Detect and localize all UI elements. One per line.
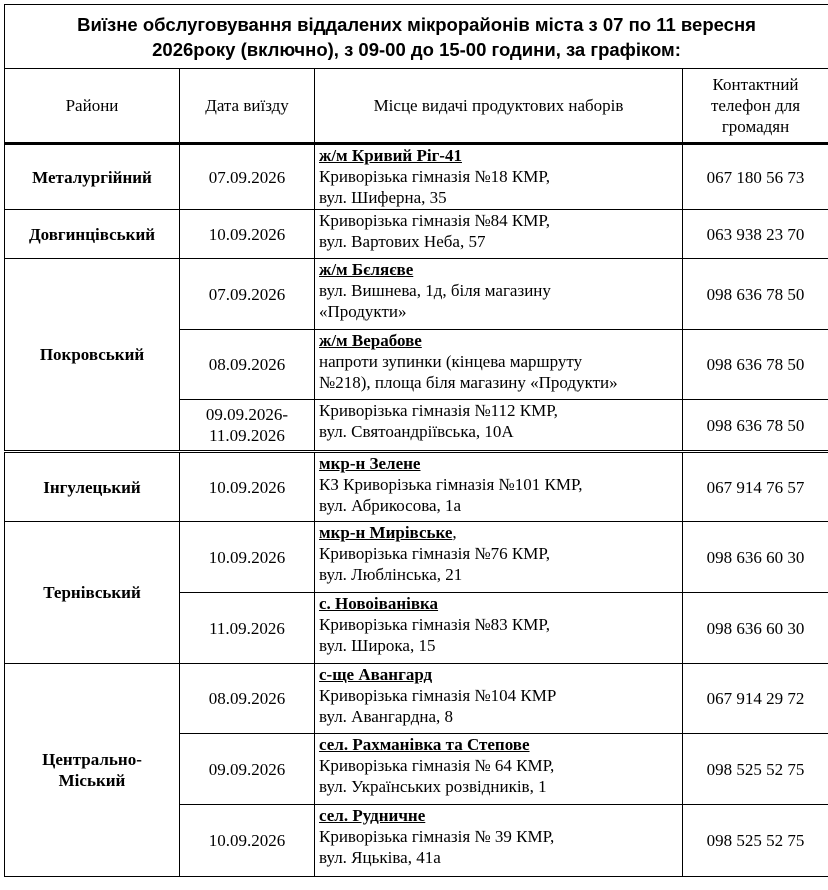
header-phone-line-2: телефон для xyxy=(711,96,801,115)
place-line: Криворізька гімназія №84 КМР, xyxy=(319,211,550,230)
place-cell xyxy=(315,400,683,452)
table-row xyxy=(5,522,828,593)
location-name: мкр-н Зелене xyxy=(319,454,421,473)
table-row xyxy=(5,259,828,330)
header-phone-line-3: громадян xyxy=(721,117,790,136)
phone-cell: 067 914 29 72 xyxy=(683,664,828,734)
place-cell xyxy=(315,330,683,400)
location-name: ж/м Бєляєве xyxy=(319,260,414,279)
phone-cell: 098 525 52 75 xyxy=(683,805,828,877)
location-name: сел. Рахманівка та Степове xyxy=(319,735,530,754)
date-start: 09.09.2026- xyxy=(205,405,289,424)
place-line: КЗ Криворізька гімназія №101 КМР, xyxy=(319,475,583,494)
address-line: «Продукти» xyxy=(319,302,407,321)
place-line: Криворізька гімназія №112 КМР, xyxy=(319,401,558,420)
place-cell xyxy=(315,593,683,664)
address-line: вул. Широка, 15 xyxy=(319,636,436,655)
table-row xyxy=(5,144,828,210)
table-row xyxy=(5,452,828,522)
table-row xyxy=(5,210,828,259)
place-line: Криворізька гімназія №18 КМР, xyxy=(319,167,550,186)
place-line: Криворізька гімназія № 39 КМР, xyxy=(319,827,555,846)
header-row xyxy=(5,69,828,144)
place-cell xyxy=(315,259,683,330)
district-line-1: Центрально- xyxy=(42,750,142,769)
location-line xyxy=(319,522,679,543)
address-line: вул. Люблінська, 21 xyxy=(319,565,463,584)
address-line: вул. Авангардна, 8 xyxy=(319,707,453,726)
district-cell: Покровський xyxy=(5,259,180,452)
phone-cell: 098 636 78 50 xyxy=(683,400,828,452)
address-line: вул. Шиферна, 35 xyxy=(319,188,447,207)
district-cell xyxy=(5,664,180,877)
phone-cell: 098 636 60 30 xyxy=(683,522,828,593)
phone-cell: 098 636 78 50 xyxy=(683,259,828,330)
location-suffix: , xyxy=(452,523,457,542)
address-line: №218), площа біля магазину «Продукти» xyxy=(319,373,618,392)
schedule-document xyxy=(4,4,828,877)
date-cell: 10.09.2026 xyxy=(180,210,315,259)
place-cell xyxy=(315,734,683,805)
address-line: вул. Вишнева, 1д, біля магазину xyxy=(319,281,551,300)
district-cell: Довгинцівський xyxy=(5,210,180,259)
district-cell: Металургійний xyxy=(5,144,180,210)
address-line: вул. Українських розвідників, 1 xyxy=(319,777,547,796)
address-line: вул. Вартових Неба, 57 xyxy=(319,232,486,251)
date-cell: 10.09.2026 xyxy=(180,452,315,522)
table-row xyxy=(5,664,828,734)
place-cell xyxy=(315,522,683,593)
header-district: Райони xyxy=(5,69,180,144)
phone-cell: 067 914 76 57 xyxy=(683,452,828,522)
place-cell xyxy=(315,144,683,210)
address-line: напроти зупинки (кінцева маршруту xyxy=(319,352,583,371)
place-cell xyxy=(315,805,683,877)
district-cell: Інгулецький xyxy=(5,452,180,522)
place-cell xyxy=(315,664,683,734)
header-phone-line-1: Контактний xyxy=(712,75,799,94)
location-name: ж/м Верабове xyxy=(319,331,422,350)
location-name: с-ще Авангард xyxy=(319,665,433,684)
document-title xyxy=(5,5,828,69)
title-line-2: 2026року (включно), з 09-00 до 15-00 години, за графіком: xyxy=(152,39,681,60)
date-cell: 09.09.2026 xyxy=(180,734,315,805)
place-line: Криворізька гімназія № 64 КМР, xyxy=(319,756,555,775)
date-cell: 07.09.2026 xyxy=(180,144,315,210)
schedule-table xyxy=(4,4,828,877)
phone-cell: 067 180 56 73 xyxy=(683,144,828,210)
location-name: с. Новоіванівка xyxy=(319,594,439,613)
date-cell: 07.09.2026 xyxy=(180,259,315,330)
date-cell: 08.09.2026 xyxy=(180,330,315,400)
date-cell: 10.09.2026 xyxy=(180,805,315,877)
phone-cell: 063 938 23 70 xyxy=(683,210,828,259)
header-phone xyxy=(683,69,828,144)
district-cell: Тернівський xyxy=(5,522,180,664)
phone-cell: 098 525 52 75 xyxy=(683,734,828,805)
district-line-2: Міський xyxy=(58,771,126,790)
place-cell xyxy=(315,210,683,259)
location-name: сел. Рудничне xyxy=(319,806,426,825)
place-line: Криворізька гімназія №104 КМР xyxy=(319,686,557,705)
title-row xyxy=(5,5,828,69)
date-cell: 08.09.2026 xyxy=(180,664,315,734)
header-place: Місце видачі продуктових наборів xyxy=(315,69,683,144)
phone-cell: 098 636 78 50 xyxy=(683,330,828,400)
address-line: вул. Яцьківа, 41а xyxy=(319,848,441,867)
place-cell xyxy=(315,452,683,522)
location-name: ж/м Кривий Ріг-41 xyxy=(319,146,462,165)
date-cell: 11.09.2026 xyxy=(180,593,315,664)
header-date: Дата виїзду xyxy=(180,69,315,144)
place-line: Криворізька гімназія №83 КМР, xyxy=(319,615,550,634)
title-line-1: Виїзне обслуговування віддалених мікрорайонів міста з 07 по 11 вересня xyxy=(77,14,756,35)
date-cell xyxy=(180,400,315,452)
phone-cell: 098 636 60 30 xyxy=(683,593,828,664)
address-line: вул. Святоандріївська, 10А xyxy=(319,422,514,441)
date-end: 11.09.2026 xyxy=(209,426,285,445)
address-line: вул. Абрикосова, 1а xyxy=(319,496,462,515)
place-line: Криворізька гімназія №76 КМР, xyxy=(319,544,550,563)
location-name: мкр-н Мирівське xyxy=(319,523,453,542)
date-cell: 10.09.2026 xyxy=(180,522,315,593)
